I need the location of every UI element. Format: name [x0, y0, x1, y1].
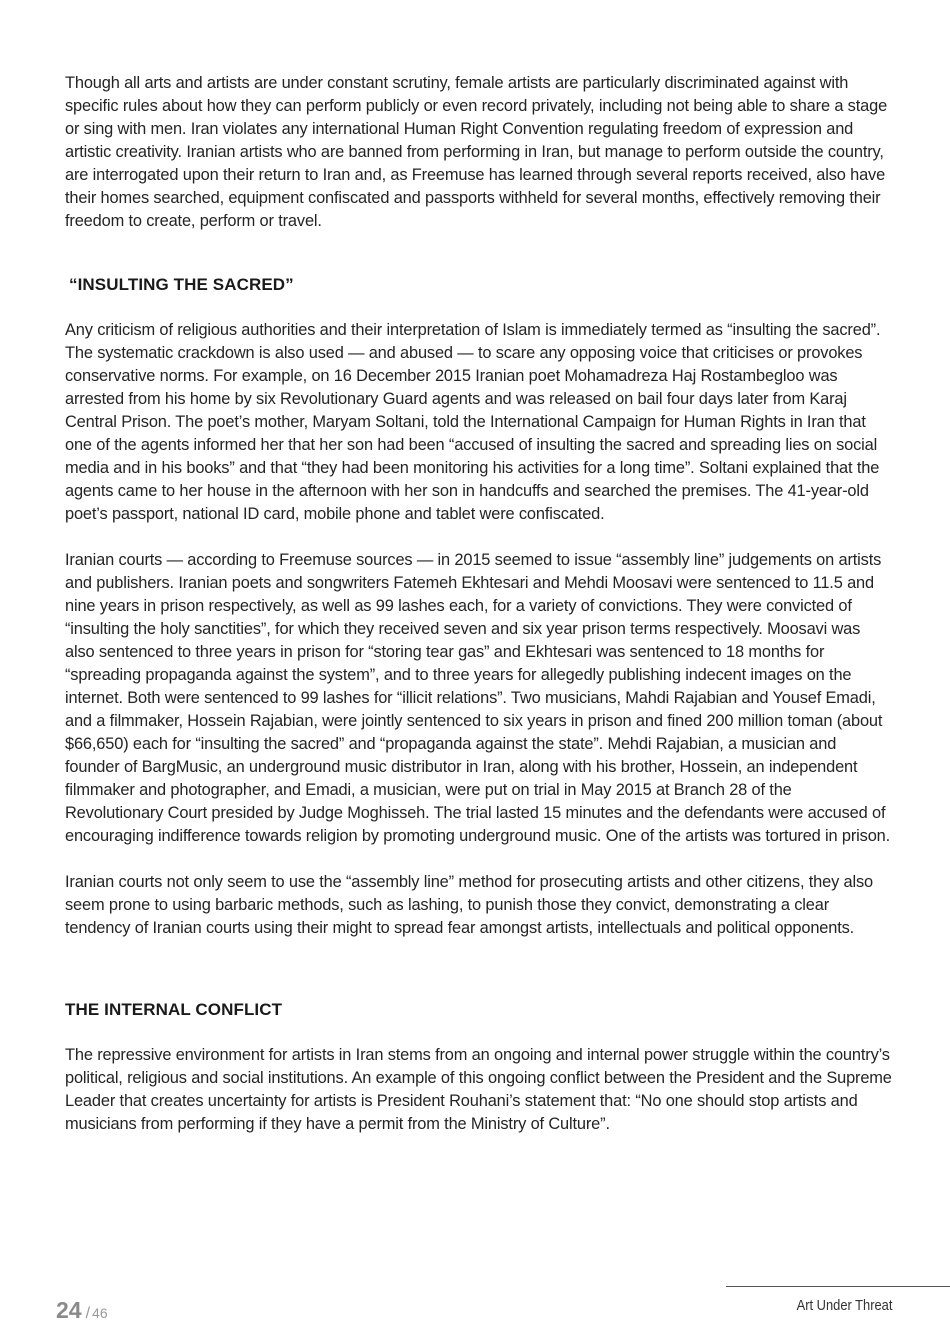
- footer-divider: [726, 1286, 950, 1287]
- sacred-paragraph-2: Iranian courts — according to Freemuse sources — in 2015 seemed to issue “assembly line” judgements on artists and publishers. Iranian poets and songwriters Fatemeh Ekhtesari and Mehdi Moosavi were sentenced to 11.5 and nine years in prison respectively, as well as 99 lashes each, for a variety of convictions. They were convicted of “insulting the holy sanctities”, for which they received seven and six year prison terms respectively. Moosavi was also sentenced to three years in prison for “storing tear gas” and Ekhtesari was sentenced to 18 months for “spreading propaganda against the system”, and to three years for allegedly publishing indecent images on the internet. Both were sentenced to 99 lashes for “illicit relations”. Two musicians, Mahdi Rajabian and Yousef Emadi, and a filmmaker, Hossein Rajabian, were jointly sentenced to six years in prison and fined 200 million toman (about $66,650) each for “insulting the sacred” and “propaganda against the state”. Mehdi Rajabian, a musician and founder of BargMusic, an underground music distributor in Iran, along with his brother, Hossein, an independent filmmaker and photographer, and Emadi, a musician, were put on trial in May 2015 at Branch 28 of the Revolutionary Court presided by Judge Moghisseh. The trial lasted 15 minutes and the defendants were accused of encouraging indifference towards religion by promoting underground music. One of the artists was tortured in prison.: [65, 551, 891, 845]
- section-heading-insulting-the-sacred: “INSULTING THE SACRED”: [69, 275, 294, 294]
- article-body: [65, 72, 893, 1136]
- page-number-separator: /: [85, 1305, 91, 1322]
- sacred-paragraph-1: Any criticism of religious authorities and their interpretation of Islam is immediately termed as “insulting the sacred”. The systematic crackdown is also used — and abused — to scare any opposing voice that criticises or provokes conservative norms. For example, on 16 December 2015 Iranian poet Mohamadreza Haj Rostambegloo was arrested from his home by six Revolutionary Guard agents and was released on bail four days later from Karaj Central Prison. The poet’s mother, Maryam Soltani, told the International Campaign for Human Rights in Iran that one of the agents informed her that her son had been “accused of insulting the sacred and spreading lies on social media and in his books” and that “they had been monitoring his activities for a long time”. Soltani explained that the agents came to her house in the afternoon with her son in handcuffs and searched the premises. The 41-year-old poet’s passport, national ID card, mobile phone and tablet were confiscated.: [65, 321, 881, 523]
- page-number-current: 24: [56, 1297, 82, 1323]
- intro-paragraph: Though all arts and artists are under constant scrutiny, female artists are particularly discriminated against with specific rules about how they can perform publicly or even record privately, including not being able to share a stage or sing with men. Iran violates any international Human Right Convention regulating freedom of expression and artistic creativity. Iranian artists who are banned from performing in Iran, but manage to perform outside the country, are interrogated upon their return to Iran and, as Freemuse has learned through several reports received, also have their homes searched, equipment confiscated and passports withheld for several months, effectively removing their freedom to create, perform or travel.: [65, 74, 888, 230]
- publication-title: Art Under Threat: [796, 1297, 892, 1314]
- sacred-paragraph-3: Iranian courts not only seem to use the “assembly line” method for prosecuting artists and other citizens, they also seem prone to using barbaric methods, such as lashing, to punish those they convict, demonstrating a clear tendency of Iranian courts using their might to spread fear amongst artists, intellectuals and political opponents.: [65, 873, 874, 937]
- section-heading-internal-conflict: THE INTERNAL CONFLICT: [65, 1000, 283, 1019]
- page-number: [56, 1296, 108, 1328]
- conflict-paragraph-1: The repressive environment for artists in Iran stems from an ongoing and internal power struggle within the country’s political, religious and social institutions. An example of this ongoing conflict between the President and the Supreme Leader that creates uncertainty for artists is President Rouhani’s statement that: “No one should stop artists and musicians from performing if they have a permit from the Ministry of Culture”.: [65, 1046, 892, 1133]
- page-number-total: 46: [92, 1305, 108, 1321]
